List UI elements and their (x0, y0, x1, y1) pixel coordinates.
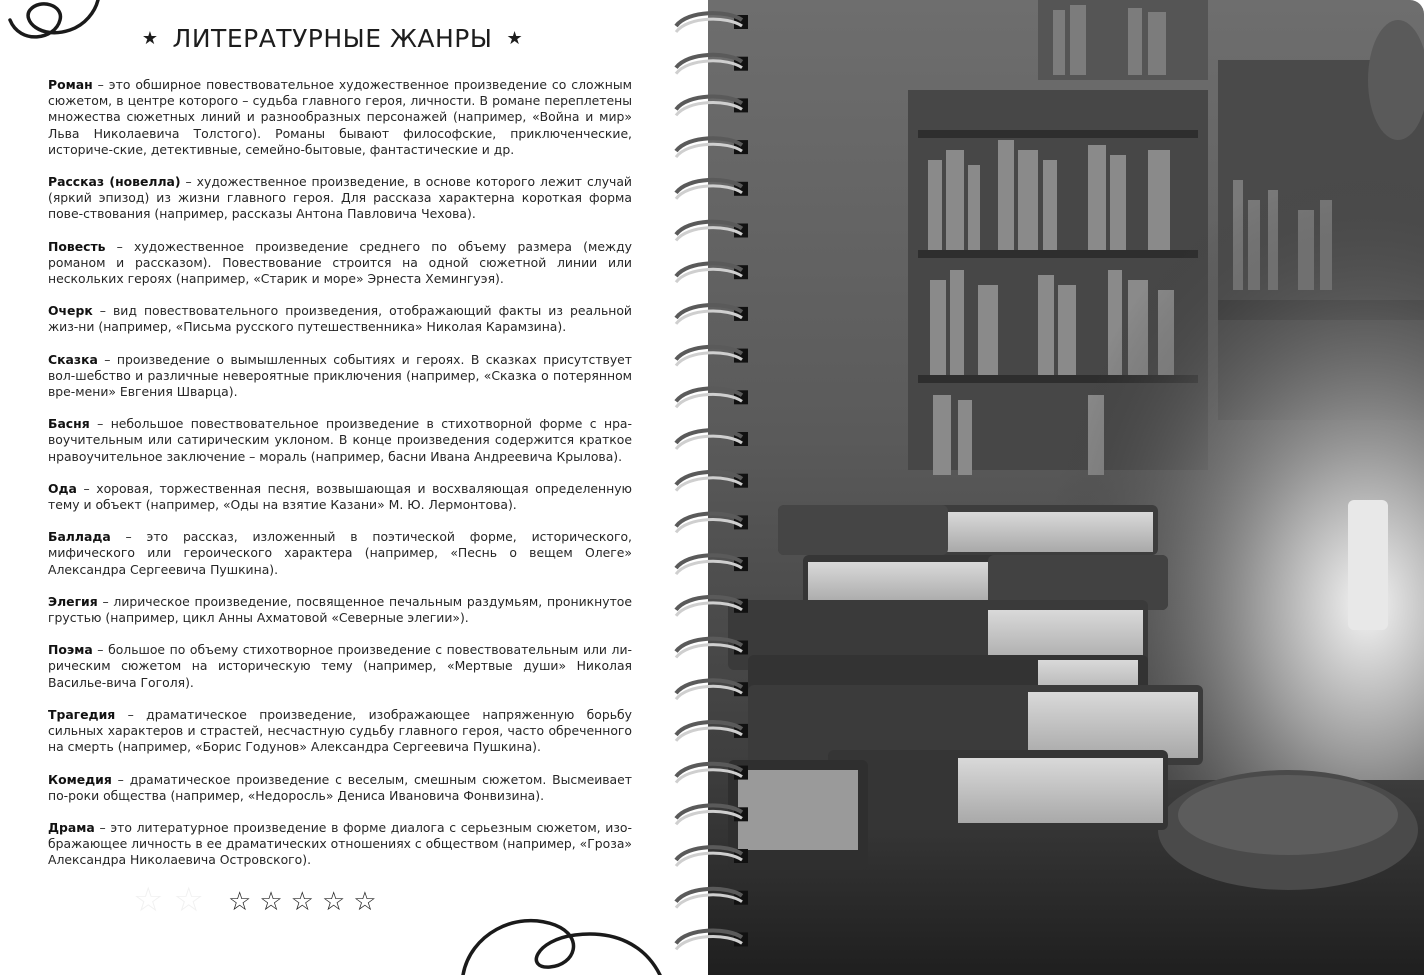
genre-definition: – небольшое повествовательное произведение в стихотворной форме с нра-воучительным или сатирическим уклоном. В конце произведения содержится краткое нравоучительное заключение – мораль (например, басни Ивана Андреевича Крылова). (48, 416, 632, 464)
rating-star-3-icon[interactable]: ☆ (290, 887, 314, 917)
rating-star-4-icon[interactable]: ☆ (321, 887, 346, 917)
spiral-binding (668, 0, 752, 975)
title-star-right-icon: ★ (506, 28, 524, 49)
genre-definition: – хоровая, торжественная песня, возвышающая и восхваляющая определенную тему и объект (например, «Оды на взятие Казани» М. Ю. Лермонтова). (48, 480, 632, 513)
genre-term: Элегия (48, 593, 98, 609)
genre-term: Комедия (48, 771, 112, 787)
library-scene-image (708, 0, 1424, 975)
page-title-text: ЛИТЕРАТУРНЫЕ ЖАНРЫ (172, 24, 493, 53)
spiral-coil-highlight (676, 144, 742, 157)
spiral-coil-highlight (676, 853, 742, 866)
spiral-coil-highlight (676, 311, 742, 324)
rating-stars[interactable] (228, 888, 377, 916)
genre-definition: – это рассказ, изложенный в поэтической форме, исторического, мифического или героического характера (например, «Песнь о вещем Олеге» Александра Сергеевича Пушкина). (48, 529, 632, 577)
spiral-coil-highlight (676, 895, 742, 908)
genre-entry-skazka (48, 352, 632, 401)
genre-definition: – драматическое произведение, изображающее напряженную борьбу сильных характеров и страстей, несчастную судьбу главного героя, часто обреченного на смерть (например, «Борис Годунов» Александра Сергеевича Пушкина). (48, 706, 632, 755)
spiral-coil-highlight (676, 478, 742, 491)
genre-entry-roman (48, 77, 632, 158)
spiral-coil-highlight (676, 436, 742, 449)
genre-list (48, 77, 632, 885)
genre-entry-komediya (48, 772, 632, 804)
ghost-star-icon: ☆ (133, 880, 164, 920)
genre-entry-tragediya (48, 707, 632, 756)
genre-entry-drama (48, 820, 632, 869)
ghost-stars-backprint (133, 880, 204, 920)
spiral-coil-highlight (676, 228, 742, 241)
genre-entry-oda (48, 481, 632, 513)
genre-entry-rasskaz (48, 174, 632, 223)
genre-entry-elegiya (48, 594, 632, 626)
genre-term: Ода (48, 480, 77, 496)
genre-definition: – это литературное произведение в форме диалога с серьезным сюжетом, изо-бражающее личность в ее драматических отношениях с обществом (например, «Гроза» Александра Николаевича Островского). (48, 819, 633, 868)
library-books-illustration (708, 0, 1424, 975)
spiral-coil-highlight (676, 770, 742, 783)
spiral-coil-highlight (676, 603, 742, 616)
genre-definition: – вид повествовательного произведения, отображающий факты из реальной жиз-ни (например, «Письма русского путешественника» Николая Карамзина). (48, 303, 632, 335)
left-page (0, 0, 708, 975)
spiral-coil-highlight (676, 686, 742, 699)
genre-term: Сказка (48, 351, 98, 367)
rating-star-1-icon[interactable]: ☆ (228, 887, 252, 917)
genre-term: Басня (48, 416, 90, 432)
title-star-left-icon: ★ (141, 28, 159, 49)
spiral-coil-highlight (676, 645, 742, 658)
genre-term: Роман (48, 77, 93, 92)
spiral-coil-highlight (676, 937, 742, 950)
genre-term: Очерк (48, 303, 93, 319)
genre-entry-poema (48, 642, 632, 691)
genre-entry-ballada (48, 529, 632, 578)
spiral-coil-highlight (676, 394, 742, 407)
rating-star-2-icon[interactable]: ☆ (259, 887, 283, 917)
genre-definition: – художественное произведение, в основе которого лежит случай (яркий эпизод) из жизни главного героя. Для рассказа характерна короткая форма пове-ствования (например, рассказы Антона Павловича Чехова). (48, 174, 632, 222)
spiral-coil-highlight (676, 811, 742, 824)
genre-definition: – большое по объему стихотворное произведение с повествовательным или ли-рическим сюжетом на историческую тему (например, «Мертвые души» Николая Василье-вича Гоголя). (48, 642, 632, 690)
rating-star-5-icon[interactable]: ☆ (353, 887, 377, 917)
genre-term: Повесть (48, 238, 106, 254)
page-title (0, 24, 665, 53)
spiral-coil-highlight (676, 520, 742, 533)
spiral-coil-highlight (676, 269, 742, 282)
genre-entry-basnya (48, 416, 632, 465)
genre-definition: – драматическое произведение с веселым, смешным сюжетом. Высмеивает по-роки общества (например, «Недоросль» Дениса Ивановича Фонвизина). (48, 771, 632, 803)
genre-entry-povest (48, 239, 632, 288)
spiral-coil-highlight (676, 186, 742, 199)
genre-term: Поэма (48, 642, 93, 658)
spiral-coil-highlight (676, 19, 742, 32)
genre-term: Драма (48, 819, 95, 835)
genre-definition: – художественное произведение среднего по объему размера (между романом и рассказом). Повествование строится на одной сюжетной линии или нескольких героях (например, «Старик и море» Эрнеста Хемингуэя). (48, 238, 632, 287)
spiral-coil-highlight (676, 103, 742, 116)
spiral-coil-highlight (676, 728, 742, 741)
genre-term: Рассказ (новелла) (48, 174, 181, 190)
doodle-loop-bottom (455, 905, 675, 975)
spiral-coil-highlight (676, 61, 742, 74)
genre-term: Баллада (48, 529, 111, 545)
genre-definition: – произведение о вымышленных событиях и героях. В сказках присутствует вол-шебство и различные невероятные приключения (например, «Сказка о потерянном вре-мени» Евгения Шварца). (48, 351, 632, 400)
spiral-coil-highlight (676, 561, 742, 574)
ghost-star-icon: ☆ (173, 880, 204, 920)
genre-definition: – лирическое произведение, посвященное печальным раздумьям, проникнутое грустью (например, цикл Анны Ахматовой «Северные элегии»). (48, 593, 632, 626)
genre-entry-ocherk (48, 303, 632, 335)
spiral-coil-highlight (676, 353, 742, 366)
genre-definition: – это обширное повествовательное художественное произведение со сложным сюжетом, в центре которого – судьба главного героя, личности. В романе переплетены множества сюжетных линий и разнообразных персонажей (например, «Война и мир» Льва Николаевича Толстого). Романы бывают философские, приключенческие, историче-ские, детективные, семейно-бытовые, фантастические и др. (48, 77, 632, 157)
genre-term: Трагедия (48, 706, 116, 722)
